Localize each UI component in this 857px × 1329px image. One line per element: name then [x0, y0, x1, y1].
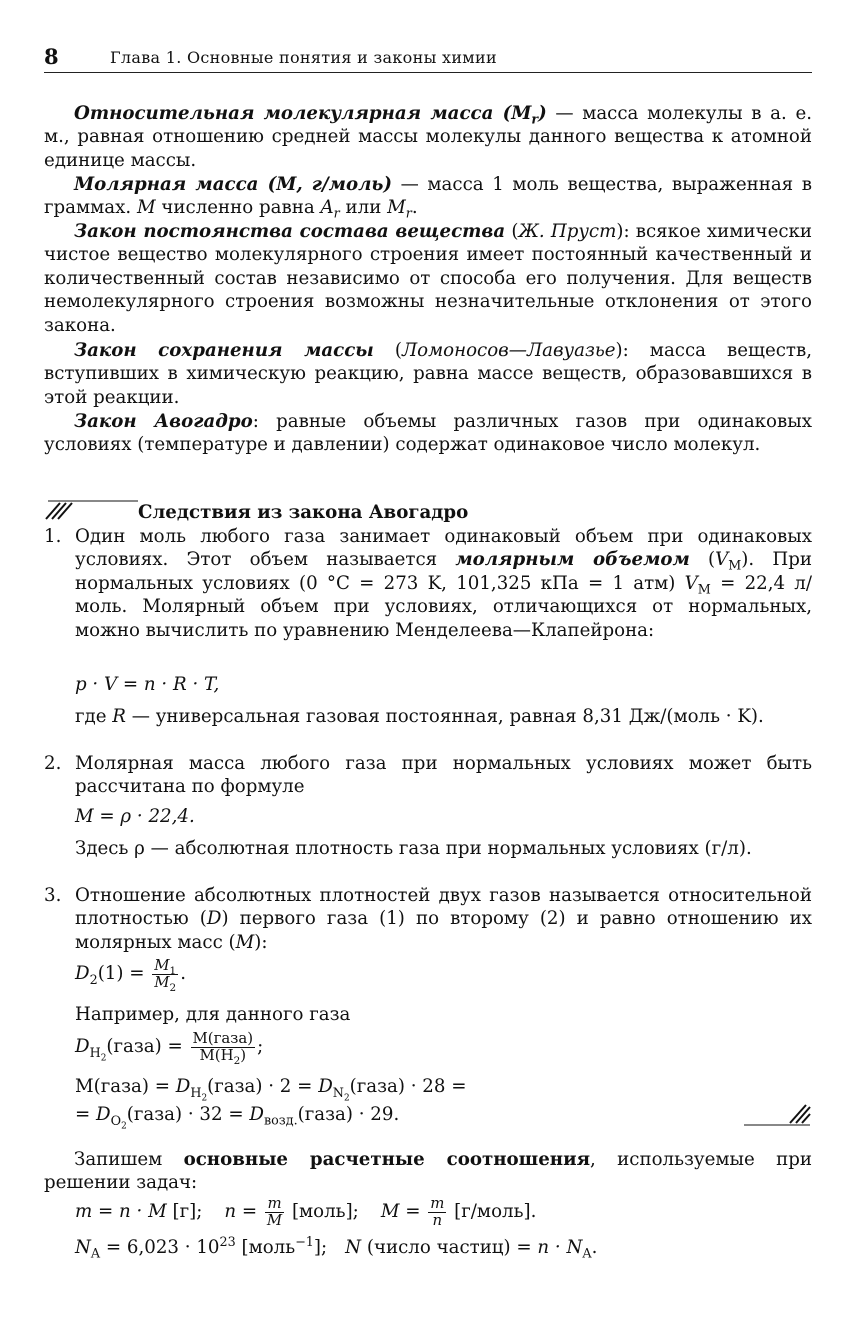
term: молярным объемом — [455, 549, 690, 571]
fraction: $\frac{m}{n}$ — [430, 1194, 445, 1229]
paragraph-avogadro-law: Закон Авогадро: равные объемы различных газов при одинаковых условиях (температуре и давлении) содержат одинаковое число молекул. — [44, 411, 812, 456]
fraction: $\frac{M_1}{M_2}$ — [154, 956, 177, 994]
term: Закон постоянства состава вещества — [74, 221, 506, 242]
author: Ломоносов—Лавуазье — [401, 340, 616, 361]
section-marker-icon — [44, 499, 139, 521]
formula-ideal-gas: p · V = n · R · T, — [75, 674, 220, 695]
author: Ж. Пруст — [518, 221, 617, 242]
item-number: 1. — [44, 526, 62, 547]
paragraph-constant-composition: Закон постоянства состава вещества (Ж. Пруст): всякое химически чистое вещество молекулярного строения имеет постоянный качественный и количественный состав независимо от способа его получения. Для веществ немолекулярного строения возможны незначительные отклонения от этого закона. — [44, 221, 813, 336]
formula-avogadro-number: $N_A = 6,023 \cdot 10^{23}$ [моль$^{-1}$]; N (число частиц) = $n \cdot N_A$. — [75, 1234, 598, 1262]
item-number: 2. — [44, 753, 62, 774]
item-1-after: где R — универсальная газовая постоянная, равная 8,31 Дж/(моль · K). — [75, 706, 764, 727]
fraction: $\frac{\text{M(газа)}}{M(H_2)}$ — [192, 1029, 254, 1067]
term: Молярная масса (M, г/моль) — [74, 174, 393, 195]
item-1-text: Один моль любого газа занимает одинаковый объем при одинаковых условиях. Этот объем называется молярным объемом $(V_M)$. При нормальных условиях (0 °C = 273 K, 101,325 кПа = 1 атм) $V_M = 22,4$ л/моль. Молярный объем при условиях, отличающихся от нормальных, можно вычислить по уравнению Менделеева—Клапейрона: — [75, 526, 812, 641]
fraction: $\frac{m}{M}$ — [266, 1194, 283, 1229]
item-number: 3. — [44, 885, 62, 906]
header-rule — [44, 72, 812, 73]
formula-density-h2: $D_{H_2}(газа)$ = $\frac{\text{M(газа)}}{M(H_2)}$ ; — [75, 1029, 264, 1067]
summary-paragraph: Запишем основные расчетные соотношения, используемые при решении задач: — [44, 1149, 812, 1194]
term: Относительная молекулярная масса ( — [74, 103, 512, 124]
term: Закон Авогадро — [74, 411, 253, 432]
formula-basic-relations: m = n · M [г]; n = $\frac{m}{M}$ [моль]; M = $\frac{m}{n}$ [г/моль]. — [75, 1194, 537, 1229]
item-2-text: Молярная масса любого газа при нормальных условиях может быть рассчитана по формуле — [75, 753, 812, 798]
page-number: 8 — [44, 44, 59, 69]
bold-phrase: основные расчетные соотношения — [183, 1149, 591, 1170]
formula-mass-chain-line2: = $D_{O_2}(газа) \cdot 32$ = $D_{возд.}(газа) \cdot 29$. — [75, 1104, 400, 1132]
paragraph-relative-molecular-mass: Относительная молекулярная масса $(M_r)$ — масса молекулы в а. е. м., равная отношению средней массы молекулы данного вещества к атомной единице массы. — [44, 103, 812, 171]
formula-relative-density: $D_2(1)$ = $\frac{M_1}{M_2}$ . — [75, 956, 186, 994]
formula-molar-mass: M = ρ · 22,4. — [75, 806, 195, 827]
paragraph-mass-conservation: Закон сохранения массы (Ломоносов—Лавуазье): масса веществ, вступивших в химическую реакцию, равна массе веществ, образовавшихся в этой реакции. — [44, 340, 812, 408]
term: Закон сохранения массы — [74, 340, 374, 361]
formula-mass-chain-line1: M(газа) = $D_{H_2}(газа) \cdot 2$ = $D_{N_2}(газа) \cdot 28$ = — [75, 1076, 467, 1104]
item-3-text: Отношение абсолютных плотностей двух газов называется относительной плотностью (D) первого газа (1) по второму (2) и равно отношению их молярных масс (M): — [75, 885, 812, 953]
paragraph-molar-mass: Молярная масса (M, г/моль) — масса 1 моль вещества, выраженная в граммах. M численно равна $A_r$ или $M_r$. — [44, 174, 812, 223]
item-2-after: Здесь ρ — абсолютная плотность газа при нормальных условиях (г/л). — [75, 838, 752, 859]
running-head: Глава 1. Основные понятия и законы химии — [110, 48, 497, 67]
section-end-marker-icon — [744, 1101, 812, 1127]
section-title: Следствия из закона Авогадро — [138, 502, 469, 523]
example-intro: Например, для данного газа — [75, 1004, 351, 1025]
